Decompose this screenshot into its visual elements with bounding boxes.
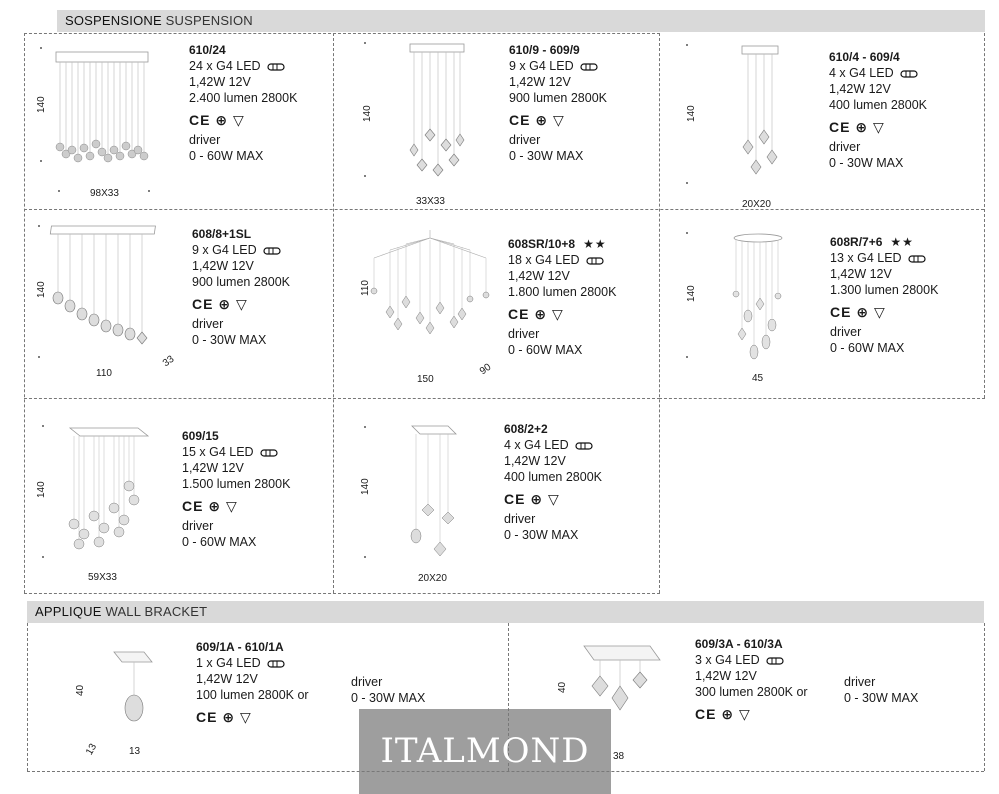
reference-dot xyxy=(364,42,366,44)
lamp-count: 4 x G4 LED xyxy=(504,438,569,452)
driver-info xyxy=(351,674,425,706)
reference-dot xyxy=(686,182,688,184)
size-dimension: 20X20 xyxy=(418,573,447,584)
section-header-wall-bracket xyxy=(27,601,984,623)
lumen-spec: 1.300 lumen 2800K xyxy=(830,283,939,297)
driver-max: 0 - 30W MAX xyxy=(844,691,919,705)
lumen-spec: 300 lumen 2800K or xyxy=(695,685,808,699)
grid-line xyxy=(24,593,660,594)
power-spec: 1,42W 12V xyxy=(830,267,892,281)
depth-dimension: 13 xyxy=(84,741,100,758)
power-spec: 1,42W 12V xyxy=(508,269,570,283)
section-title-bold: SOSPENSIONE xyxy=(65,13,162,28)
lumen-spec: 900 lumen 2800K xyxy=(509,91,607,105)
lamp-drawing xyxy=(110,646,160,736)
driver-max: 0 - 30W MAX xyxy=(192,333,267,347)
product-info xyxy=(830,234,938,356)
grid-line xyxy=(659,33,660,593)
height-dimension: 40 xyxy=(75,684,86,696)
reference-dot xyxy=(148,190,150,192)
grid-line xyxy=(984,623,985,771)
driver-label: driver xyxy=(829,140,861,154)
size-dimension: 20X20 xyxy=(742,199,771,210)
reference-dot xyxy=(686,356,688,358)
lamp-count: 1 x G4 LED xyxy=(196,656,261,670)
product-info xyxy=(695,636,808,726)
product-code: 610/24 xyxy=(189,43,226,57)
lamp-count: 9 x G4 LED xyxy=(509,59,574,73)
driver-max: 0 - 60W MAX xyxy=(830,341,905,355)
section-title-rest: WALL BRACKET xyxy=(105,604,208,619)
height-dimension: 140 xyxy=(686,105,697,122)
certification-marks: CE ⊕ ▽ xyxy=(189,112,245,128)
lamp-drawing xyxy=(402,40,472,190)
height-dimension: 140 xyxy=(360,478,371,495)
size-dimension: 98X33 xyxy=(90,188,119,199)
size-dimension: 45 xyxy=(752,373,764,384)
product-code: 608/2+2 xyxy=(504,422,548,436)
led-bulb-icon xyxy=(908,255,928,263)
product-code: 609/1A - 610/1A xyxy=(196,640,284,654)
lumen-spec: 400 lumen 2800K xyxy=(504,470,602,484)
product-info xyxy=(508,236,616,358)
lumen-spec: 1.800 lumen 2800K xyxy=(508,285,617,299)
product-code: 609/15 xyxy=(182,429,219,443)
grid-line xyxy=(24,209,984,210)
reference-dot xyxy=(364,426,366,428)
driver-max: 0 - 30W MAX xyxy=(504,528,579,542)
power-spec: 1,42W 12V xyxy=(182,461,244,475)
power-spec: 1,42W 12V xyxy=(504,454,566,468)
size-dimension: 38 xyxy=(613,751,625,762)
lamp-count: 3 x G4 LED xyxy=(695,653,760,667)
power-spec: 1,42W 12V xyxy=(509,75,571,89)
led-bulb-icon xyxy=(267,63,287,71)
driver-max: 0 - 60W MAX xyxy=(182,535,257,549)
lamp-count: 13 x G4 LED xyxy=(830,251,902,265)
product-info xyxy=(829,49,927,171)
driver-label: driver xyxy=(192,317,224,331)
driver-max: 0 - 30W MAX xyxy=(509,149,584,163)
reference-dot xyxy=(364,556,366,558)
size-dimension: 150 xyxy=(417,374,434,385)
certification-marks: CE ⊕ ▽ xyxy=(508,306,564,322)
height-dimension: 140 xyxy=(36,281,47,298)
lamp-drawing xyxy=(730,42,790,192)
product-code: 610/9 - 609/9 xyxy=(509,43,580,57)
size-dimension: 13 xyxy=(129,746,141,757)
grid-line xyxy=(27,623,28,771)
star-rating: ★★ xyxy=(583,237,607,251)
height-dimension: 40 xyxy=(557,681,568,693)
led-bulb-icon xyxy=(900,70,920,78)
reference-dot xyxy=(42,425,44,427)
reference-dot xyxy=(40,47,42,49)
power-spec: 1,42W 12V xyxy=(196,672,258,686)
reference-dot xyxy=(42,556,44,558)
lumen-spec: 1.500 lumen 2800K xyxy=(182,477,291,491)
watermark: ITALMOND xyxy=(359,709,611,794)
section-title-bold: APPLIQUE xyxy=(35,604,102,619)
led-bulb-icon xyxy=(580,63,600,71)
depth-dimension: 90 xyxy=(477,361,494,378)
lamp-count: 15 x G4 LED xyxy=(182,445,254,459)
reference-dot xyxy=(40,160,42,162)
lumen-spec: 2.400 lumen 2800K xyxy=(189,91,298,105)
height-dimension: 140 xyxy=(686,285,697,302)
driver-label: driver xyxy=(504,512,536,526)
power-spec: 1,42W 12V xyxy=(829,82,891,96)
driver-label: driver xyxy=(830,325,862,339)
led-bulb-icon xyxy=(267,660,287,668)
lamp-count: 4 x G4 LED xyxy=(829,66,894,80)
reference-dot xyxy=(686,232,688,234)
product-info xyxy=(504,421,602,543)
driver-max: 0 - 30W MAX xyxy=(829,156,904,170)
product-code: 610/4 - 609/4 xyxy=(829,50,900,64)
lamp-drawing xyxy=(50,222,160,352)
led-bulb-icon xyxy=(575,442,595,450)
driver-label: driver xyxy=(351,675,383,689)
certification-marks: CE ⊕ ▽ xyxy=(504,491,560,507)
height-dimension: 110 xyxy=(360,280,371,296)
certification-marks: CE ⊕ ▽ xyxy=(509,112,565,128)
driver-max: 0 - 60W MAX xyxy=(189,149,264,163)
driver-info xyxy=(844,674,918,706)
driver-label: driver xyxy=(189,133,221,147)
power-spec: 1,42W 12V xyxy=(695,669,757,683)
certification-marks: CE ⊕ ▽ xyxy=(695,706,751,722)
product-code: 608/8+1SL xyxy=(192,227,252,241)
lamp-count: 24 x G4 LED xyxy=(189,59,261,73)
lumen-spec: 100 lumen 2800K or xyxy=(196,688,309,702)
product-code: 608SR/10+8 xyxy=(508,237,576,251)
lamp-drawing xyxy=(370,228,490,338)
size-dimension: 59X33 xyxy=(88,572,117,583)
grid-line xyxy=(24,33,660,34)
reference-dot xyxy=(364,175,366,177)
reference-dot xyxy=(38,225,40,227)
power-spec: 1,42W 12V xyxy=(192,259,254,273)
section-title-rest: SUSPENSION xyxy=(165,13,253,28)
lumen-spec: 900 lumen 2800K xyxy=(192,275,290,289)
driver-label: driver xyxy=(182,519,214,533)
certification-marks: CE ⊕ ▽ xyxy=(182,498,238,514)
product-info xyxy=(509,42,607,164)
height-dimension: 140 xyxy=(362,105,373,122)
product-code: 608R/7+6 xyxy=(830,235,883,249)
product-info xyxy=(182,428,290,550)
height-dimension: 140 xyxy=(36,481,47,498)
reference-dot xyxy=(686,44,688,46)
driver-max: 0 - 30W MAX xyxy=(351,691,426,705)
grid-line xyxy=(24,33,25,593)
reference-dot xyxy=(58,190,60,192)
lumen-spec: 400 lumen 2800K xyxy=(829,98,927,112)
size-dimension: 33X33 xyxy=(416,196,445,207)
product-info xyxy=(192,226,290,348)
section-header-suspension xyxy=(57,10,985,32)
depth-dimension: 33 xyxy=(160,353,177,370)
grid-line xyxy=(659,398,985,399)
product-info xyxy=(196,639,309,729)
driver-max: 0 - 60W MAX xyxy=(508,343,583,357)
driver-label: driver xyxy=(508,327,540,341)
certification-marks: CE ⊕ ▽ xyxy=(196,709,252,725)
height-dimension: 140 xyxy=(36,96,47,113)
led-bulb-icon xyxy=(263,247,283,255)
reference-dot xyxy=(38,356,40,358)
led-bulb-icon xyxy=(260,449,280,457)
lamp-drawing xyxy=(404,420,460,570)
power-spec: 1,42W 12V xyxy=(189,75,251,89)
lamp-count: 9 x G4 LED xyxy=(192,243,257,257)
lamp-count: 18 x G4 LED xyxy=(508,253,580,267)
certification-marks: CE ⊕ ▽ xyxy=(192,296,248,312)
certification-marks: CE ⊕ ▽ xyxy=(830,304,886,320)
driver-label: driver xyxy=(509,133,541,147)
grid-line xyxy=(984,33,985,398)
certification-marks: CE ⊕ ▽ xyxy=(829,119,885,135)
grid-line xyxy=(24,398,660,399)
star-rating: ★★ xyxy=(890,235,914,249)
grid-line xyxy=(333,33,334,593)
lamp-drawing xyxy=(60,420,150,570)
lamp-drawing xyxy=(48,44,158,174)
size-dimension: 110 xyxy=(96,368,112,379)
lamp-drawing xyxy=(728,230,788,370)
led-bulb-icon xyxy=(766,657,786,665)
product-code: 609/3A - 610/3A xyxy=(695,637,783,651)
product-info xyxy=(189,42,297,164)
led-bulb-icon xyxy=(586,257,606,265)
driver-label: driver xyxy=(844,675,876,689)
